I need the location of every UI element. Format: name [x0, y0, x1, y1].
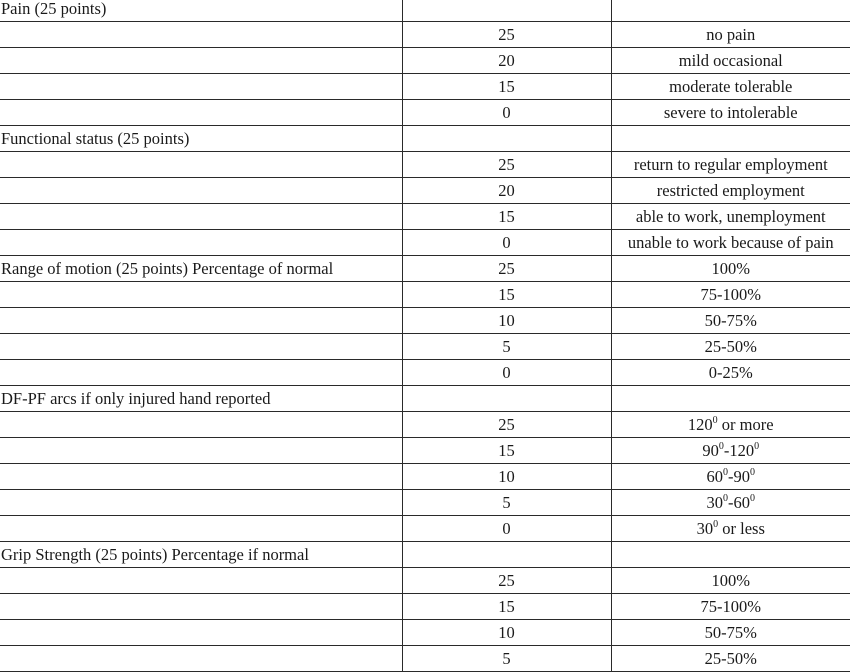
degree-mark: 0	[718, 440, 724, 452]
table-row	[0, 152, 850, 178]
points-cell: 5	[402, 490, 611, 516]
description-cell: restricted employment	[611, 178, 850, 204]
points-cell: 0	[402, 516, 611, 542]
points-cell: 25	[402, 568, 611, 594]
points-cell: 5	[402, 334, 611, 360]
table-row	[0, 516, 850, 542]
criterion-label	[0, 74, 402, 100]
criterion-label	[0, 516, 402, 542]
points-cell: 25	[402, 256, 611, 282]
table-row	[0, 282, 850, 308]
criterion-label	[0, 230, 402, 256]
criterion-label	[0, 334, 402, 360]
criterion-label	[0, 620, 402, 646]
description-cell: unable to work because of pain	[611, 230, 850, 256]
description-cell	[611, 0, 850, 22]
points-cell: 10	[402, 308, 611, 334]
table-row	[0, 412, 850, 438]
table-row	[0, 490, 850, 516]
criterion-label: Range of motion (25 points) Percentage of normal	[0, 256, 402, 282]
description-cell: 75-100%	[611, 594, 850, 620]
description-cell	[611, 542, 850, 568]
description-cell: mild occasional	[611, 48, 850, 74]
table-row	[0, 126, 850, 152]
points-cell	[402, 126, 611, 152]
table-row	[0, 308, 850, 334]
description-cell	[611, 386, 850, 412]
points-cell: 10	[402, 464, 611, 490]
points-cell: 25	[402, 412, 611, 438]
criterion-label: Grip Strength (25 points) Percentage if normal	[0, 542, 402, 568]
table-row	[0, 74, 850, 100]
table-row	[0, 594, 850, 620]
description-cell: severe to intolerable	[611, 100, 850, 126]
description-cell: 50-75%	[611, 620, 850, 646]
table-row	[0, 360, 850, 386]
criterion-label	[0, 308, 402, 334]
degree-mark: 0	[754, 440, 760, 452]
description-cell: return to regular employment	[611, 152, 850, 178]
criterion-label	[0, 412, 402, 438]
criterion-label	[0, 100, 402, 126]
points-cell: 0	[402, 100, 611, 126]
description-cell: 75-100%	[611, 282, 850, 308]
criterion-label	[0, 490, 402, 516]
points-cell	[402, 386, 611, 412]
table-row	[0, 100, 850, 126]
description-cell: $60^0-90^0$	[611, 464, 850, 490]
table-row	[0, 230, 850, 256]
description-cell	[611, 126, 850, 152]
criterion-label	[0, 48, 402, 74]
points-cell: 15	[402, 204, 611, 230]
degree-mark: 0	[712, 414, 718, 426]
criterion-label	[0, 282, 402, 308]
points-cell	[402, 0, 611, 22]
description-cell: 100%	[611, 256, 850, 282]
description-cell: no pain	[611, 22, 850, 48]
table-row	[0, 48, 850, 74]
table-row	[0, 256, 850, 282]
table-row	[0, 334, 850, 360]
criterion-label	[0, 464, 402, 490]
table-row	[0, 178, 850, 204]
points-cell: 0	[402, 230, 611, 256]
description-cell: 25-50%	[611, 334, 850, 360]
table-row	[0, 22, 850, 48]
table-row	[0, 0, 850, 22]
points-cell: 5	[402, 646, 611, 672]
criterion-label	[0, 594, 402, 620]
points-cell: 0	[402, 360, 611, 386]
description-cell: 50-75%	[611, 308, 850, 334]
degree-mark: 0	[723, 492, 728, 504]
criterion-label: Pain (25 points)	[0, 0, 402, 22]
points-cell: 15	[402, 594, 611, 620]
table-row	[0, 438, 850, 464]
criterion-label	[0, 178, 402, 204]
table-row	[0, 204, 850, 230]
criterion-label	[0, 22, 402, 48]
points-cell: 20	[402, 48, 611, 74]
criterion-label	[0, 360, 402, 386]
table-row	[0, 542, 850, 568]
table-row	[0, 568, 850, 594]
description-cell: $120^0$ or more	[611, 412, 850, 438]
criterion-label: Functional status (25 points)	[0, 126, 402, 152]
degree-mark: 0	[723, 466, 728, 478]
degree-mark: 0	[750, 492, 755, 504]
points-cell: 25	[402, 152, 611, 178]
criterion-label: DF-PF arcs if only injured hand reported	[0, 386, 402, 412]
table-row	[0, 620, 850, 646]
description-cell: $30^0$ or less	[611, 516, 850, 542]
points-cell: 25	[402, 22, 611, 48]
description-cell: $90^0-120^0$	[611, 438, 850, 464]
table-row	[0, 386, 850, 412]
points-cell: 15	[402, 438, 611, 464]
description-cell: $30^0-60^0$	[611, 490, 850, 516]
description-cell: able to work, unemployment	[611, 204, 850, 230]
criterion-label	[0, 152, 402, 178]
points-cell	[402, 542, 611, 568]
points-cell: 10	[402, 620, 611, 646]
table-row	[0, 464, 850, 490]
points-cell: 20	[402, 178, 611, 204]
degree-mark: 0	[713, 518, 719, 530]
degree-mark: 0	[750, 466, 755, 478]
criterion-label	[0, 568, 402, 594]
description-cell: 25-50%	[611, 646, 850, 672]
points-cell: 15	[402, 282, 611, 308]
description-cell: 100%	[611, 568, 850, 594]
criterion-label	[0, 204, 402, 230]
description-cell: moderate tolerable	[611, 74, 850, 100]
description-cell: 0-25%	[611, 360, 850, 386]
criterion-label	[0, 438, 402, 464]
points-cell: 15	[402, 74, 611, 100]
